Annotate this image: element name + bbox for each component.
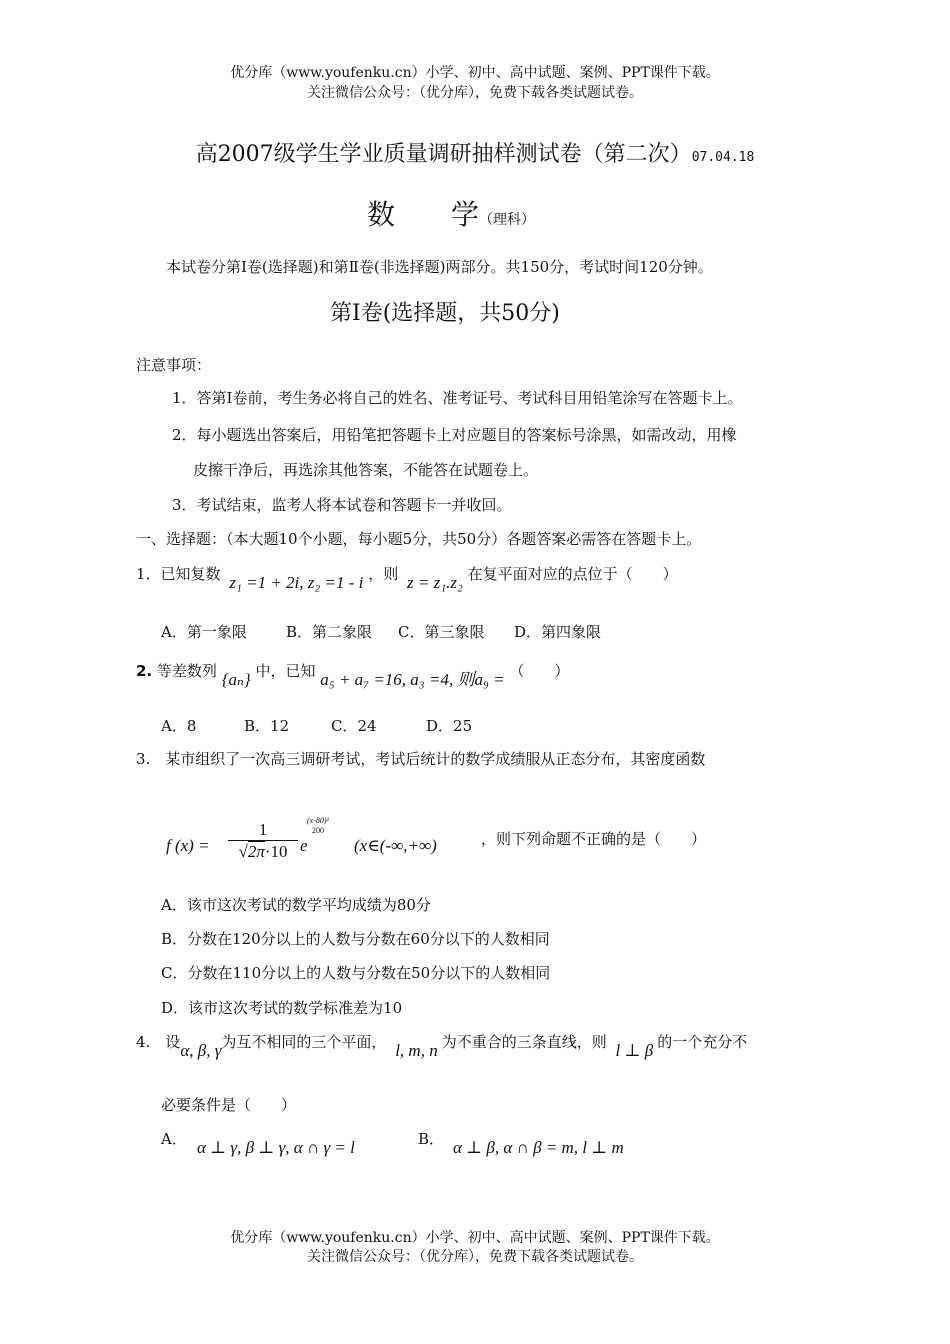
section-1-heading: 一、选择题：（本大题10个小题，每小题5分，共50分）各题答案必需答在答题卡上。 (136, 530, 702, 548)
q2-mid: 中，已知 (255, 662, 316, 680)
q3-exponent (307, 816, 329, 835)
q4-mid-2: 为不重合的三条直线，则 (441, 1033, 607, 1051)
question-4 (136, 1031, 748, 1060)
question-1 (136, 563, 678, 592)
q4-option-b-label: B． (418, 1130, 445, 1148)
subject-title (367, 193, 535, 233)
q1-option-d: D．第四象限 (514, 623, 602, 641)
footer-line-2: 关注微信公众号：（优分库），免费下载各类试题试卷。 (307, 1249, 643, 1265)
q4-mid-1: 为互不相同的三个平面， (221, 1033, 387, 1051)
q4-math-3: l ⊥ β (615, 1041, 654, 1060)
notice-item-1: 1．答第Ⅰ卷前，考生务必将自己的姓名、准考证号、考试科目用铅笔涂写在答题卡上。 (172, 389, 743, 407)
q2-option-a: A．8 (161, 717, 197, 735)
notice-item-2b: 皮擦干净后，再选涂其他答案，不能答在试题卷上。 (193, 461, 539, 479)
subject-note: （理科） (479, 212, 536, 228)
q1-lead: 1．已知复数 (136, 565, 221, 583)
exam-intro: 本试卷分第Ⅰ卷(选择题)和第Ⅱ卷(非选择题)两部分。共150分，考试时间120分钟。 (166, 258, 713, 276)
exam-title-main: 高2007级学生学业质量调研抽样测试卷（第二次） (195, 142, 692, 167)
q2-math-1: {aₙ} (221, 670, 251, 689)
q3-fraction-numerator: 1 (258, 820, 268, 839)
q3-ten: ·10 (264, 842, 288, 861)
q3-sqrt: 2π (247, 842, 265, 861)
q3-domain: (x∈(-∞,+∞) (354, 836, 437, 855)
question-2 (136, 656, 570, 689)
q3-option-a: A．该市这次考试的数学平均成绩为80分 (161, 896, 431, 914)
subject-char-1: 数 (367, 198, 396, 231)
header-line-1: 优分库（www.youfenku.cn）小学、初中、高中试题、案例、PPT课件下载。 (230, 65, 720, 81)
q2-option-c: C．24 (331, 717, 377, 735)
q4-line-2: 必要条件是（ ） (161, 1096, 297, 1114)
q3-option-d: D．该市这次考试的数学标准差为10 (161, 999, 403, 1017)
q3-f: f (x) = (166, 836, 210, 855)
q4-option-a-math: α ⊥ γ, β ⊥ γ, α ∩ γ = l (197, 1138, 355, 1157)
notice-item-2a: 2．每小题选出答案后，用铅笔把答题卡上对应题目的答案标号涂黑，如需改动，用橡 (172, 426, 737, 444)
q3-fraction-denominator: √2π·10 (228, 840, 298, 862)
q3-exponent-denominator: 200 (311, 826, 324, 835)
q4-option-b-math: α ⊥ β, α ∩ β = m, l ⊥ m (453, 1138, 624, 1157)
notice-item-3: 3．考试结束，监考人将本试卷和答题卡一并收回。 (172, 496, 512, 514)
q4-math-1: α, β, γ (180, 1041, 222, 1060)
q2-option-b: B．12 (244, 717, 290, 735)
q1-mid: ，则 (368, 565, 399, 583)
notice-heading: 注意事项： (136, 356, 212, 374)
q1-option-b: B．第二象限 (286, 623, 373, 641)
q2-tail: （ ） (509, 662, 570, 680)
subject-char-2: 学 (451, 198, 480, 231)
q3-option-b: B．分数在120分以上的人数与分数在60分以下的人数相同 (161, 930, 550, 948)
part1-title: 第Ⅰ卷(选择题，共50分) (330, 301, 560, 326)
q1-tail: 在复平面对应的点位于（ ） (467, 565, 678, 583)
q2-number: 2. (136, 662, 153, 680)
q3-tail: ，则下列命题不正确的是（ ） (481, 830, 707, 848)
q4-math-2: l, m, n (395, 1041, 438, 1060)
q2-option-d: D．25 (426, 717, 473, 735)
q1-option-c: C．第三象限 (398, 623, 485, 641)
q3-fraction (228, 820, 298, 862)
q4-option-a-label: A． (161, 1130, 187, 1148)
q3-option-c: C．分数在110分以上的人数与分数在50分以下的人数相同 (161, 964, 551, 982)
q3-exponent-numerator: (x-80)² (307, 816, 329, 825)
exam-title (0, 137, 950, 168)
q1-option-a: A．第一象限 (161, 623, 247, 641)
q4-tail: 的一个充分不 (657, 1033, 748, 1051)
q1-math-2: z = z₁.z₂ (406, 573, 463, 592)
q1-math-1: z₁ =1 + 2i, z₂ =1 - i (229, 573, 364, 592)
header-line-2: 关注微信公众号：（优分库），免费下载各类试题试卷。 (307, 85, 643, 101)
q2-lead: 等差数列 (156, 662, 217, 680)
q3-lead: 3. 某市组织了一次高三调研考试，考试后统计的数学成绩服从正态分布，其密度函数 (136, 750, 706, 768)
q3-e: e (300, 836, 308, 855)
q4-lead: 4. 设 (136, 1033, 181, 1051)
footer-line-1: 优分库（www.youfenku.cn）小学、初中、高中试题、案例、PPT课件下载。 (230, 1230, 720, 1246)
exam-date: 07.04.18 (691, 150, 755, 165)
q2-math-2: a₅ + a₇ =16, a₃ =4, 则a₉ = (320, 670, 505, 689)
